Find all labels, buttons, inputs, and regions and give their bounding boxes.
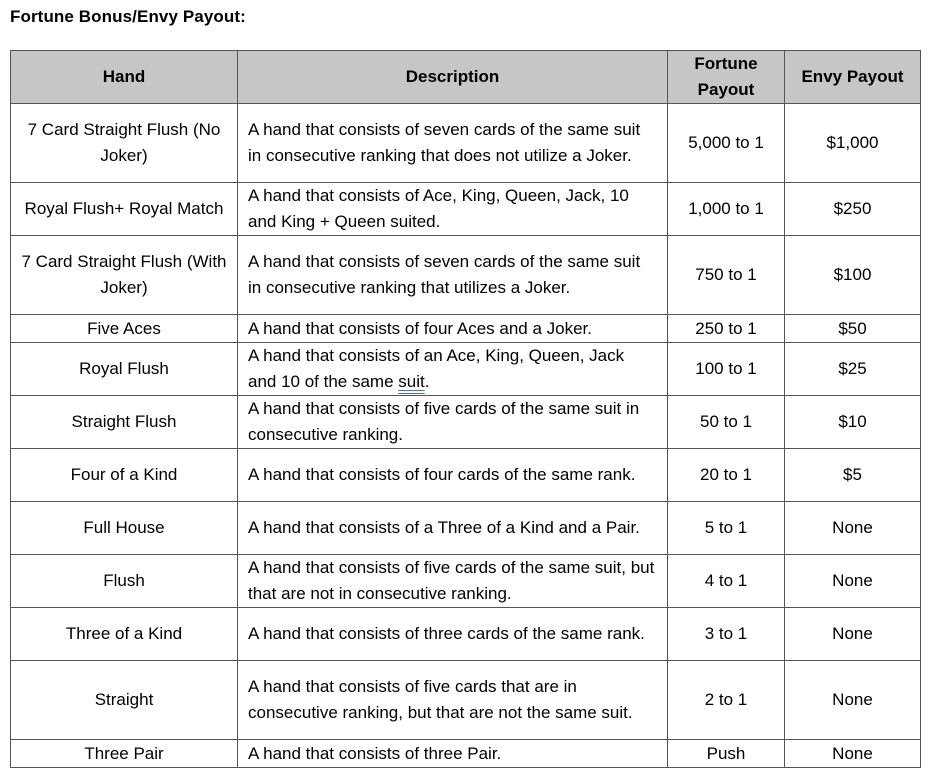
table-row bbox=[11, 236, 921, 315]
hand-cell: Three Pair bbox=[11, 740, 238, 768]
envy-payout-cell: None bbox=[785, 740, 921, 768]
envy-payout-cell: None bbox=[785, 661, 921, 740]
hand-cell: Royal Flush+ Royal Match bbox=[11, 183, 238, 236]
fortune-payout-cell: 5 to 1 bbox=[668, 502, 785, 555]
description-cell: A hand that consists of Ace, King, Queen, Jack, 10 and King + Queen suited. bbox=[238, 183, 668, 236]
envy-payout-cell: $50 bbox=[785, 315, 921, 343]
description-cell: A hand that consists of a Three of a Kind and a Pair. bbox=[238, 502, 668, 555]
table-row bbox=[11, 343, 921, 396]
page-title: Fortune Bonus/Envy Payout: bbox=[10, 7, 246, 26]
header-description: Description bbox=[238, 51, 668, 104]
description-cell: A hand that consists of four Aces and a Joker. bbox=[238, 315, 668, 343]
header-hand: Hand bbox=[11, 51, 238, 104]
table-row bbox=[11, 315, 921, 343]
payout-table bbox=[10, 50, 921, 768]
envy-payout-cell: $1,000 bbox=[785, 104, 921, 183]
fortune-payout-cell: 5,000 to 1 bbox=[668, 104, 785, 183]
fortune-payout-cell: 20 to 1 bbox=[668, 449, 785, 502]
hand-cell: 7 Card Straight Flush (No Joker) bbox=[11, 104, 238, 183]
envy-payout-cell: None bbox=[785, 608, 921, 661]
envy-payout-cell: None bbox=[785, 555, 921, 608]
table-header-row bbox=[11, 51, 921, 104]
description-cell: A hand that consists of three Pair. bbox=[238, 740, 668, 768]
fortune-payout-cell: 3 to 1 bbox=[668, 608, 785, 661]
fortune-payout-cell: 4 to 1 bbox=[668, 555, 785, 608]
fortune-payout-cell: 50 to 1 bbox=[668, 396, 785, 449]
envy-payout-cell: $10 bbox=[785, 396, 921, 449]
spellcheck-underlined-word: suit bbox=[398, 372, 425, 391]
fortune-payout-cell: 1,000 to 1 bbox=[668, 183, 785, 236]
envy-payout-cell: None bbox=[785, 502, 921, 555]
fortune-payout-cell: 100 to 1 bbox=[668, 343, 785, 396]
envy-payout-cell: $250 bbox=[785, 183, 921, 236]
table-row bbox=[11, 502, 921, 555]
envy-payout-cell: $5 bbox=[785, 449, 921, 502]
table-row bbox=[11, 555, 921, 608]
description-cell: A hand that consists of five cards that are in consecutive ranking, but that are not the same suit. bbox=[238, 661, 668, 740]
header-fortune-line1: Fortune bbox=[694, 54, 758, 73]
table-row bbox=[11, 183, 921, 236]
table-row bbox=[11, 104, 921, 183]
fortune-payout-cell: 750 to 1 bbox=[668, 236, 785, 315]
header-fortune-line2: Payout bbox=[697, 80, 755, 99]
description-cell: A hand that consists of three cards of the same rank. bbox=[238, 608, 668, 661]
description-cell: A hand that consists of four cards of the same rank. bbox=[238, 449, 668, 502]
description-cell: A hand that consists of five cards of the same suit, but that are not in consecutive ranking. bbox=[238, 555, 668, 608]
table-row bbox=[11, 740, 921, 768]
envy-payout-cell: $100 bbox=[785, 236, 921, 315]
envy-payout-cell: $25 bbox=[785, 343, 921, 396]
hand-cell: Royal Flush bbox=[11, 343, 238, 396]
description-cell: A hand that consists of seven cards of the same suit in consecutive ranking that utilizes a Joker. bbox=[238, 236, 668, 315]
table-row bbox=[11, 396, 921, 449]
description-end: . bbox=[424, 372, 430, 391]
description-cell: A hand that consists of seven cards of the same suit in consecutive ranking that does not utilize a Joker. bbox=[238, 104, 668, 183]
hand-cell: Flush bbox=[11, 555, 238, 608]
fortune-payout-cell: 250 to 1 bbox=[668, 315, 785, 343]
description-cell bbox=[238, 343, 668, 396]
header-fortune-payout bbox=[668, 51, 785, 104]
table-row bbox=[11, 661, 921, 740]
fortune-payout-cell: 2 to 1 bbox=[668, 661, 785, 740]
hand-cell: Five Aces bbox=[11, 315, 238, 343]
header-envy-payout: Envy Payout bbox=[785, 51, 921, 104]
description-cell: A hand that consists of five cards of the same suit in consecutive ranking. bbox=[238, 396, 668, 449]
table-row bbox=[11, 608, 921, 661]
hand-cell: 7 Card Straight Flush (With Joker) bbox=[11, 236, 238, 315]
description-text: A hand that consists of an Ace, King, Queen, Jack and 10 of the same bbox=[248, 346, 625, 391]
hand-cell: Three of a Kind bbox=[11, 608, 238, 661]
hand-cell: Four of a Kind bbox=[11, 449, 238, 502]
hand-cell: Straight bbox=[11, 661, 238, 740]
hand-cell: Straight Flush bbox=[11, 396, 238, 449]
hand-cell: Full House bbox=[11, 502, 238, 555]
fortune-payout-cell: Push bbox=[668, 740, 785, 768]
table-row bbox=[11, 449, 921, 502]
